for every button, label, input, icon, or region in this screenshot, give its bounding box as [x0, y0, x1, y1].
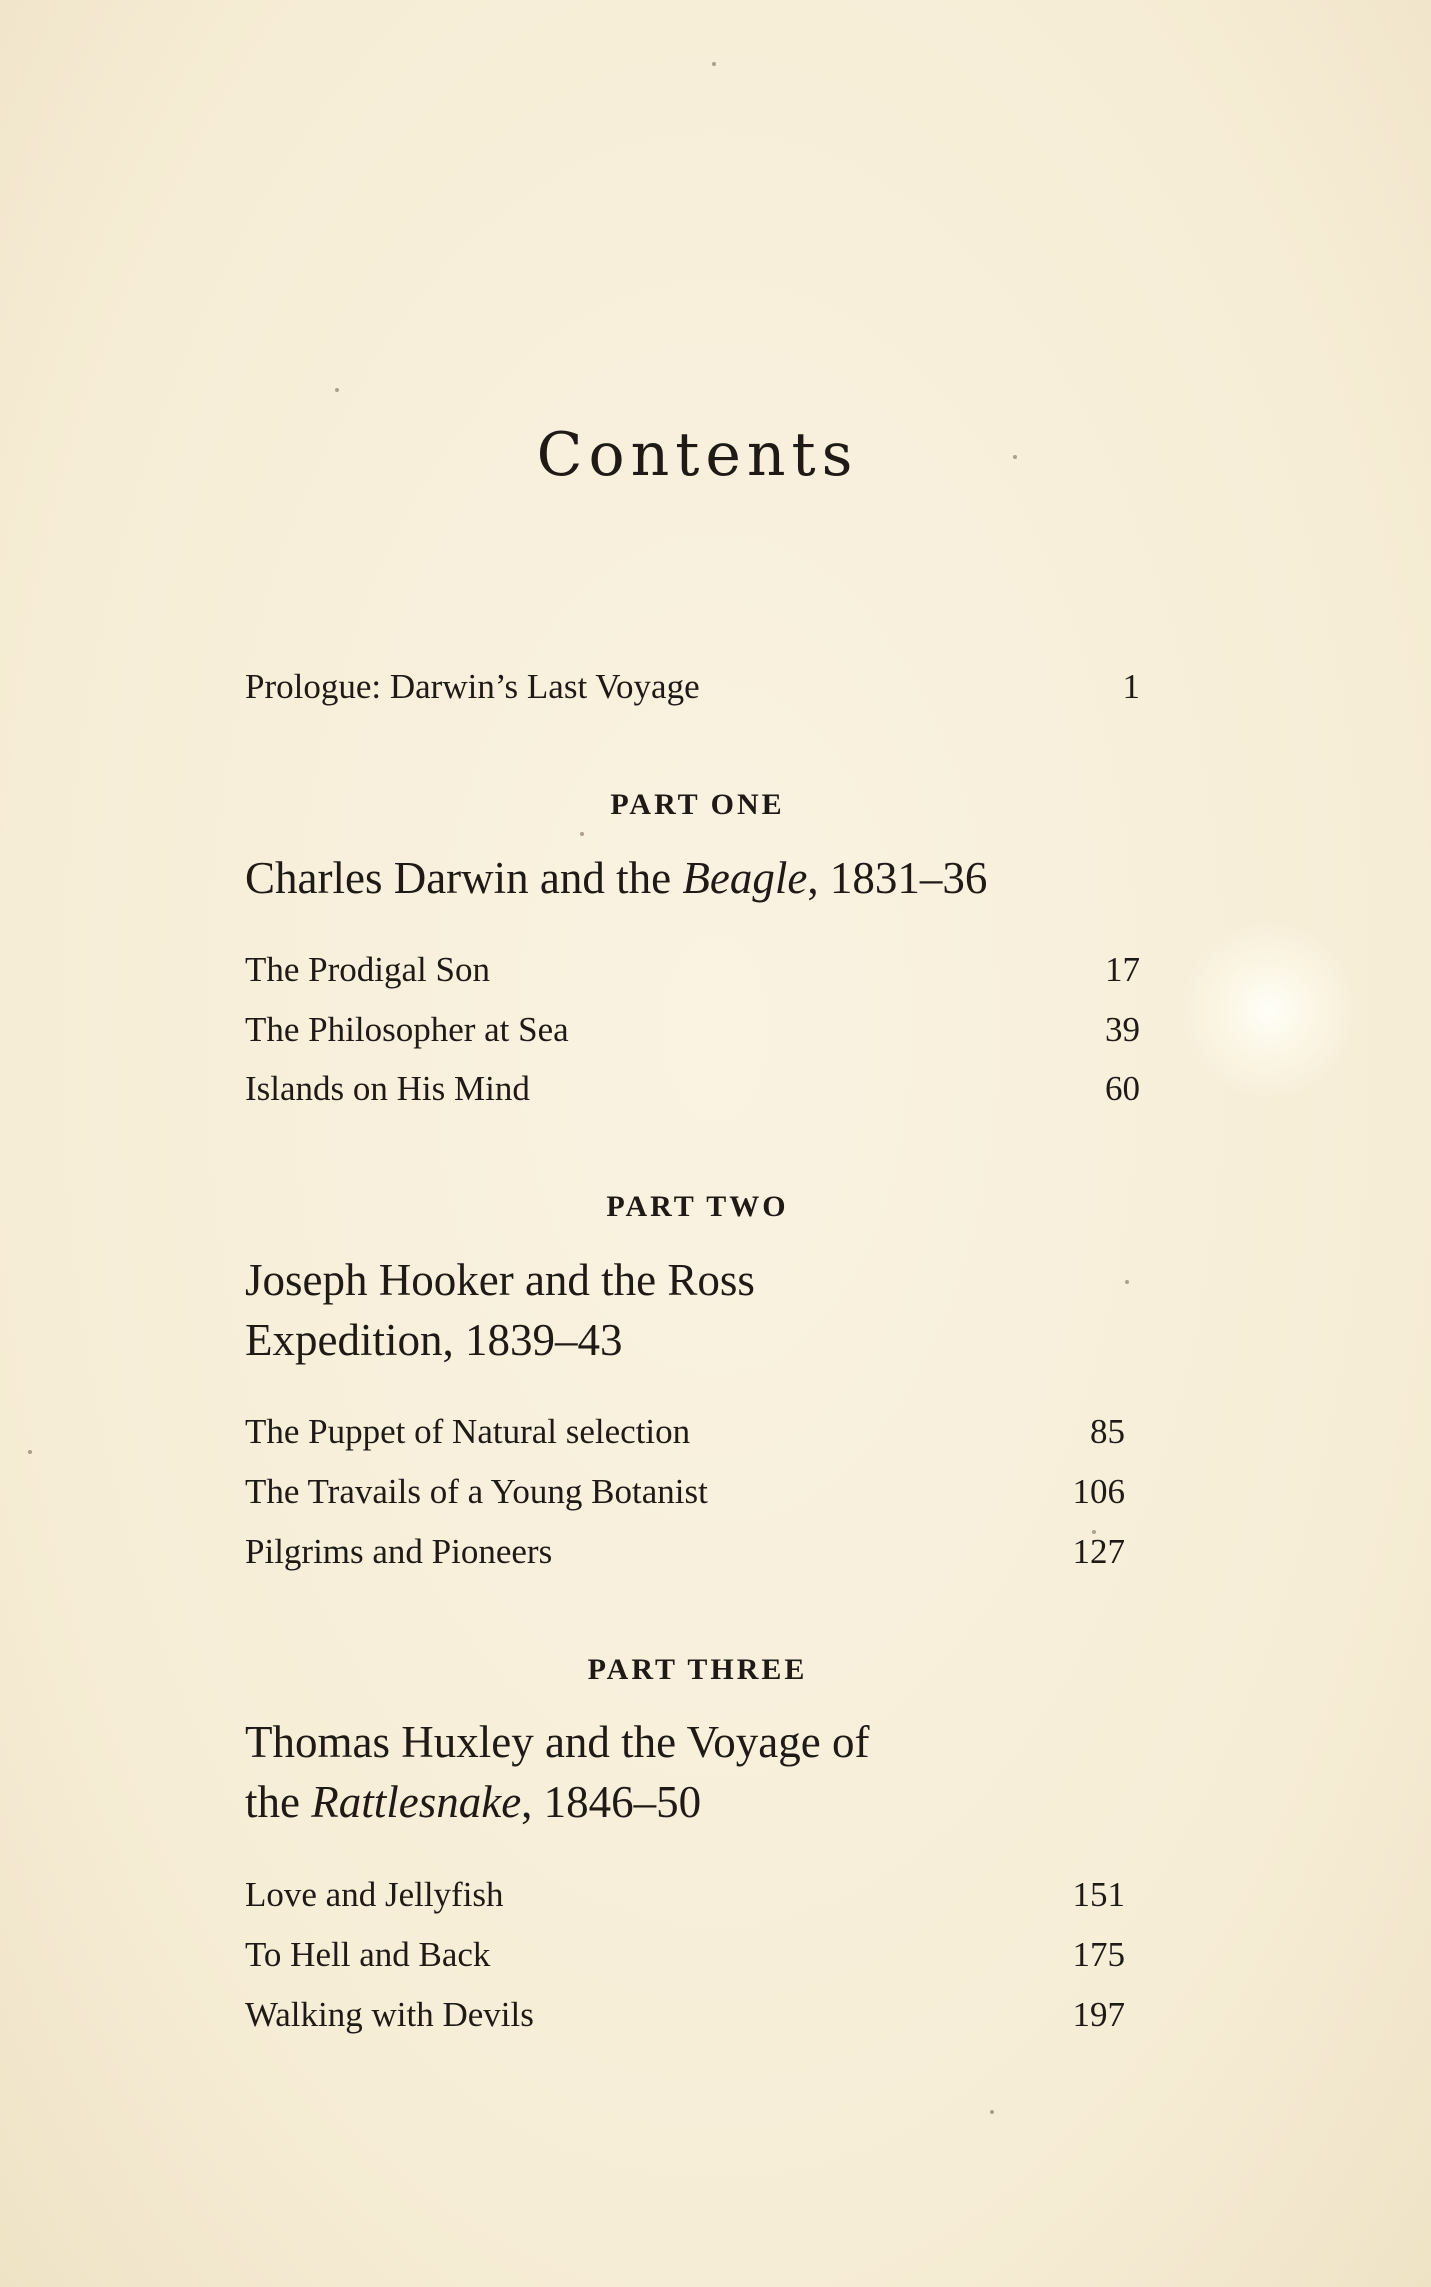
part-one-label: PART ONE — [610, 788, 785, 821]
toc-entry-label: The Travails of a Young Botanist — [245, 1472, 708, 1511]
toc-entry — [245, 1933, 1140, 1977]
part-two-label: PART TWO — [606, 1190, 789, 1223]
toc-entry — [245, 1993, 1140, 2037]
toc-entry-page: 1 — [1122, 667, 1140, 706]
toc-entry-label: The Prodigal Son — [245, 950, 490, 989]
toc-entry-prologue — [245, 665, 1140, 709]
toc-entry-page: 17 — [1105, 950, 1140, 989]
part-title-line: Thomas Huxley and the Voyage of — [245, 1717, 870, 1767]
toc-entry-label: Walking with Devils — [245, 1995, 534, 2034]
toc-entry-page: 85 — [1090, 1412, 1125, 1451]
paper-speck — [28, 1450, 32, 1454]
toc-entry-label: The Puppet of Natural selection — [245, 1412, 691, 1451]
part-three-label: PART THREE — [587, 1653, 808, 1686]
part-title-text: , 1846–50 — [521, 1777, 702, 1827]
toc-entry — [245, 1410, 1140, 1454]
toc-entry-label: To Hell and Back — [245, 1935, 491, 1974]
toc-entry-page: 151 — [1072, 1875, 1125, 1914]
toc-entry — [245, 1470, 1140, 1514]
toc-entry-label: Love and Jellyfish — [245, 1875, 504, 1914]
toc-entry-label: Prologue: Darwin’s Last Voyage — [245, 667, 700, 706]
part-title-line: Expedition, 1839–43 — [245, 1315, 623, 1365]
part-title-text: , 1831–36 — [807, 853, 988, 903]
page-title: Contents — [536, 420, 859, 490]
toc-entry — [245, 1008, 1140, 1052]
part-two-title — [245, 1250, 1145, 1370]
toc-entry-page: 127 — [1072, 1532, 1125, 1571]
part-three-title — [245, 1712, 1145, 1832]
toc-entry — [245, 1067, 1140, 1111]
paper-speck — [712, 62, 716, 66]
part-title-text: Charles Darwin and the — [245, 853, 683, 903]
toc-entry-page: 39 — [1105, 1010, 1140, 1049]
paper-speck — [990, 2110, 994, 2114]
part-title-line: Joseph Hooker and the Ross — [245, 1255, 755, 1305]
paper-speck — [580, 832, 584, 836]
toc-entry-page: 197 — [1072, 1995, 1125, 2034]
part-title-italic: Beagle — [682, 853, 808, 903]
paper-speck — [335, 388, 339, 392]
toc-entry — [245, 1873, 1140, 1917]
toc-entry — [245, 948, 1140, 992]
toc-entry-page: 106 — [1072, 1472, 1125, 1511]
toc-entry-label: Pilgrims and Pioneers — [245, 1532, 553, 1571]
part-title-italic: Rattlesnake — [311, 1777, 522, 1827]
toc-entry-page: 175 — [1072, 1935, 1125, 1974]
toc-entry-label: Islands on His Mind — [245, 1069, 530, 1108]
part-title-text: the — [245, 1777, 312, 1827]
toc-entry — [245, 1530, 1140, 1574]
part-title-line-2 — [245, 1772, 1145, 1832]
toc-entry-label: The Philosopher at Sea — [245, 1010, 569, 1049]
toc-entry-page: 60 — [1105, 1069, 1140, 1108]
part-one-title — [245, 848, 1145, 908]
